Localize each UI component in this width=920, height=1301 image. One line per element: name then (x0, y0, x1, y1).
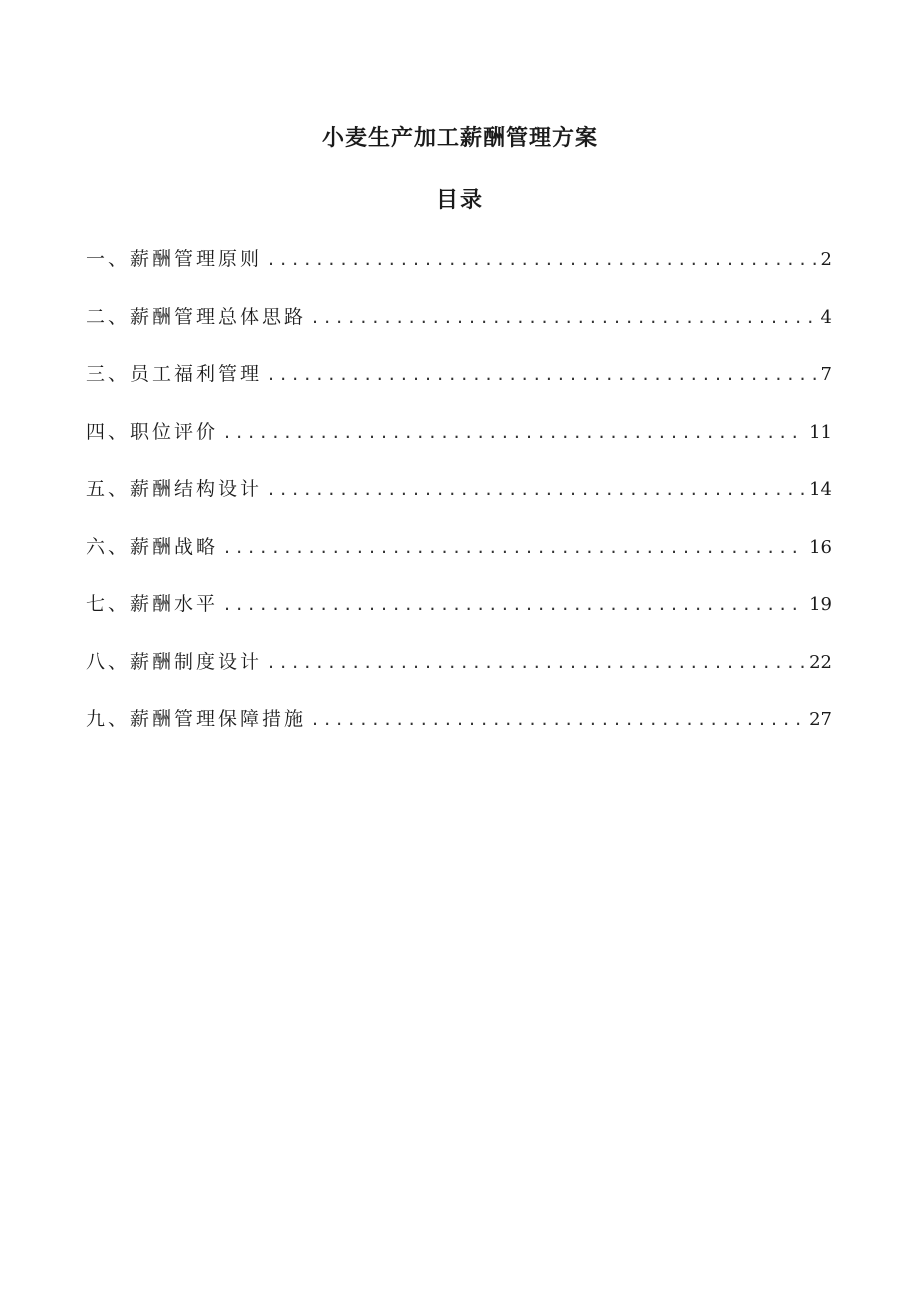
toc-dot-leader (224, 417, 805, 447)
toc-page-number: 11 (809, 421, 832, 443)
toc-entry-7[interactable] (86, 589, 832, 647)
toc-dot-leader (268, 244, 817, 274)
toc-entry-label: 九、薪酬管理保障措施 (86, 708, 307, 730)
toc-page-number: 4 (820, 306, 832, 328)
toc-dot-leader (268, 359, 817, 389)
toc-entry-label: 六、薪酬战略 (86, 535, 219, 558)
toc-entry-label: 三、员工福利管理 (86, 363, 263, 385)
toc-entry-label: 二、薪酬管理总体思路 (86, 305, 307, 328)
toc-entry-9[interactable] (86, 704, 832, 762)
toc-page-number: 2 (820, 249, 832, 270)
toc-entry-5[interactable] (86, 474, 832, 532)
toc-entry-8[interactable] (86, 647, 832, 705)
toc-entry-label: 一、薪酬管理原则 (86, 248, 263, 270)
toc-entry-1[interactable] (86, 244, 832, 302)
toc-heading: 目录 (435, 188, 484, 213)
toc-entry-label: 五、薪酬结构设计 (86, 478, 263, 500)
toc-entry-3[interactable] (86, 359, 832, 417)
toc-page-number: 14 (809, 479, 832, 500)
toc-page-number: 22 (809, 651, 832, 673)
toc-dot-leader (312, 704, 805, 734)
toc-entry-label: 八、薪酬制度设计 (86, 650, 263, 673)
toc-page-number: 7 (820, 364, 832, 385)
document-title: 小麦生产加工薪酬管理方案 (321, 126, 598, 151)
toc-dot-leader (268, 647, 805, 677)
toc-entry-label: 四、职位评价 (86, 420, 219, 443)
toc-page-number: 27 (809, 709, 832, 730)
toc-entry-4[interactable] (86, 417, 832, 475)
toc-dot-leader (224, 589, 805, 619)
toc-entry-label: 七、薪酬水平 (86, 593, 219, 615)
toc-page-number: 16 (809, 536, 832, 558)
table-of-contents (86, 244, 832, 762)
toc-entry-6[interactable] (86, 532, 832, 590)
toc-entry-2[interactable] (86, 302, 832, 360)
toc-dot-leader (312, 302, 817, 332)
toc-page-number: 19 (809, 594, 832, 615)
toc-dot-leader (224, 532, 805, 562)
toc-dot-leader (268, 474, 805, 504)
